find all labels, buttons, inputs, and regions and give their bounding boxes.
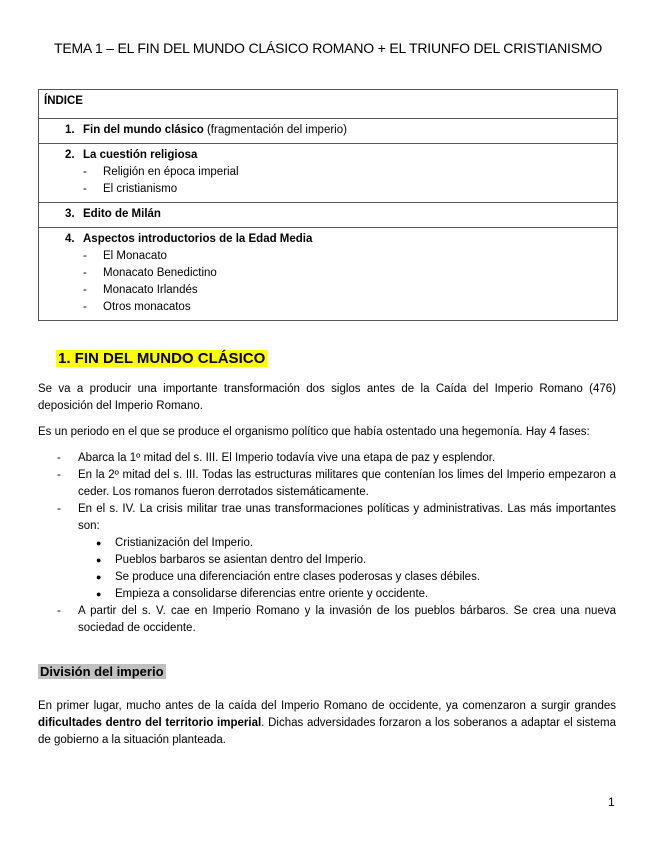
- index-note: (fragmentación del imperio): [203, 124, 347, 136]
- index-number: 3.: [65, 208, 75, 220]
- bullet-item: ● Cristianización del Imperio.: [38, 535, 616, 552]
- index-heading: ÍNDICE: [39, 90, 617, 119]
- index-table: [38, 89, 618, 321]
- paragraph-phases-intro: Es un periodo en el que se produce el organismo político que había ostentado una hegemonía. Hay 4 fases:: [38, 426, 590, 438]
- index-section-1: [39, 119, 617, 144]
- index-title: Fin del mundo clásico: [83, 124, 204, 136]
- index-number: 4.: [65, 233, 75, 245]
- index-number: 1.: [65, 124, 75, 136]
- list-item: - A partir del s. V. cae en Imperio Romano y la invasión de los pueblos bárbaros. Se crea una nueva sociedad de occidente.: [57, 605, 616, 634]
- phases-list: [38, 450, 616, 637]
- index-section-4: [39, 228, 617, 320]
- bullet-icon: ●: [96, 555, 102, 565]
- subsection-heading: División del imperio: [40, 664, 164, 679]
- index-section-2: [39, 144, 617, 203]
- index-number: 2.: [65, 149, 75, 161]
- paragraph-division: En primer lugar, mucho antes de la caída del Imperio Romano de occidente, ya comenzaron a surgir grandes dificultades dentro del territorio imperial. Dichas adversidades forzaron a los soberanos a adaptar el sistema de gobierno a la situación planteada.: [38, 700, 616, 746]
- index-subitem: - El cristianismo: [83, 183, 178, 195]
- bullet-icon: ●: [96, 572, 102, 582]
- index-title: Aspectos introductorios de la Edad Media: [83, 233, 313, 245]
- list-item: - Abarca la 1º mitad del s. III. El Imperio todavía vive una etapa de paz y esplendor.: [57, 452, 496, 464]
- list-item: - En la 2º mitad del s. III. Todas las estructuras militares que contenían los limes del Imperio empezaron a ceder. Los romanos fueron derrotados sistemáticamente.: [57, 469, 616, 498]
- index-section-3: [39, 203, 617, 228]
- section-heading: 1. FIN DEL MUNDO CLÁSICO: [58, 350, 266, 367]
- index-subitem: - Monacato Irlandés: [83, 284, 198, 296]
- page-number: 1: [608, 795, 615, 809]
- bullet-icon: ●: [96, 538, 102, 548]
- bullet-item: ● Se produce una diferenciación entre clases poderosas y clases débiles.: [38, 569, 616, 586]
- index-title: Edito de Milán: [83, 208, 161, 220]
- index-subitem: - Monacato Benedictino: [83, 267, 217, 279]
- index-subitem: - El Monacato: [83, 250, 167, 262]
- index-subitem: - Otros monacatos: [83, 301, 191, 313]
- bullet-item: ● Empieza a consolidarse diferencias entre oriente y occidente.: [38, 586, 616, 603]
- index-subitem: - Religión en época imperial: [83, 166, 239, 178]
- bullet-icon: ●: [96, 589, 102, 599]
- bullet-item: ● Pueblos barbaros se asientan dentro del Imperio.: [38, 552, 616, 569]
- list-item: - En el s. IV. La crisis militar trae unas transformaciones políticas y administrativas. Las más importantes son:: [57, 503, 616, 532]
- index-title: La cuestión religiosa: [83, 149, 198, 161]
- document-title: TEMA 1 – EL FIN DEL MUNDO CLÁSICO ROMANO + EL TRIUNFO DEL CRISTIANISMO: [53, 40, 603, 56]
- paragraph-intro: Se va a producir una importante transformación dos siglos antes de la Caída del Imperio Romano (476) deposición del Imperio Romano.: [38, 383, 616, 412]
